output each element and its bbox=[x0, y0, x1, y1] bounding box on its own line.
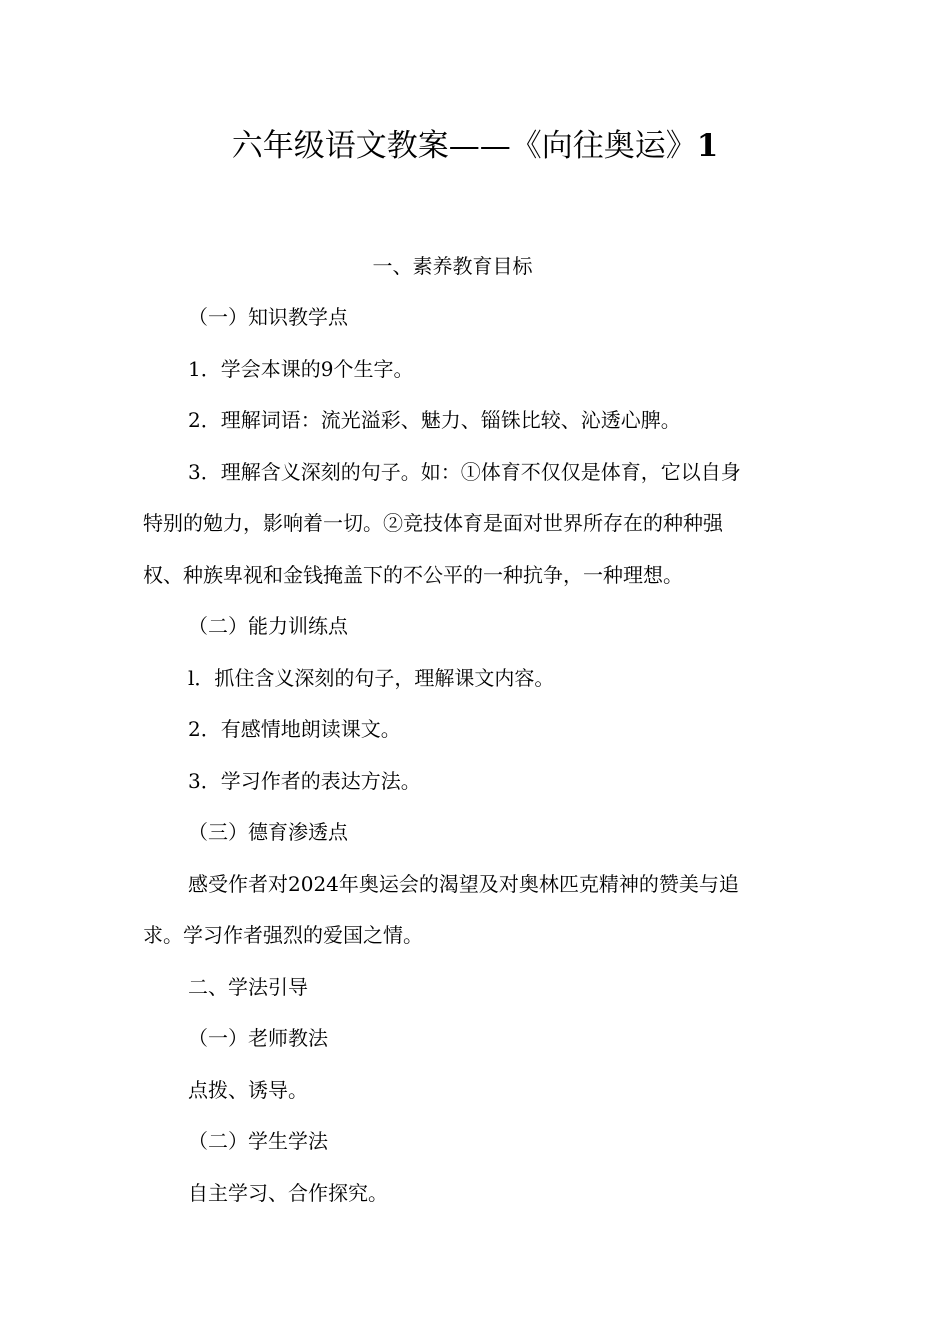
subheading-moral: （三）德育渗透点 bbox=[188, 820, 348, 844]
title-number: 1 bbox=[696, 128, 719, 164]
paragraph-line: 2．理解词语：流光溢彩、魅力、锱铢比较、沁透心脾。 bbox=[188, 408, 681, 432]
title-text: 六年级语文教案——《向往奥运》 bbox=[231, 128, 697, 164]
document-title bbox=[0, 124, 950, 168]
paragraph-line: 权、种族卑视和金钱掩盖下的不公平的一种抗争，一种理想。 bbox=[143, 563, 683, 587]
paragraph-line: 3．理解含义深刻的句子。如：①体育不仅仅是体育，它以自身 bbox=[188, 460, 741, 484]
subheading-teacher: （一）老师教法 bbox=[188, 1026, 328, 1050]
subheading-student: （二）学生学法 bbox=[188, 1129, 328, 1153]
subheading-ability: （二）能力训练点 bbox=[188, 614, 348, 638]
section-heading-methods: 二、学法引导 bbox=[188, 975, 308, 999]
paragraph-line: 2．有感情地朗读课文。 bbox=[188, 717, 401, 741]
paragraph-line: 1．学会本课的9个生字。 bbox=[188, 357, 414, 381]
paragraph-line: 自主学习、合作探究。 bbox=[188, 1181, 388, 1205]
paragraph-line: 特别的勉力，影响着一切。②竞技体育是面对世界所存在的种种强 bbox=[143, 511, 723, 535]
paragraph-line: 求。学习作者强烈的爱国之情。 bbox=[143, 923, 423, 947]
paragraph-line: 3．学习作者的表达方法。 bbox=[188, 769, 421, 793]
section-heading-goals: 一、素养教育目标 bbox=[372, 254, 533, 278]
paragraph-line: 感受作者对2024年奥运会的渴望及对奥林匹克精神的赞美与追 bbox=[188, 872, 739, 896]
paragraph-line: l．抓住含义深刻的句子，理解课文内容。 bbox=[188, 666, 555, 690]
subheading-knowledge: （一）知识教学点 bbox=[188, 305, 348, 329]
paragraph-line: 点拨、诱导。 bbox=[188, 1078, 308, 1102]
